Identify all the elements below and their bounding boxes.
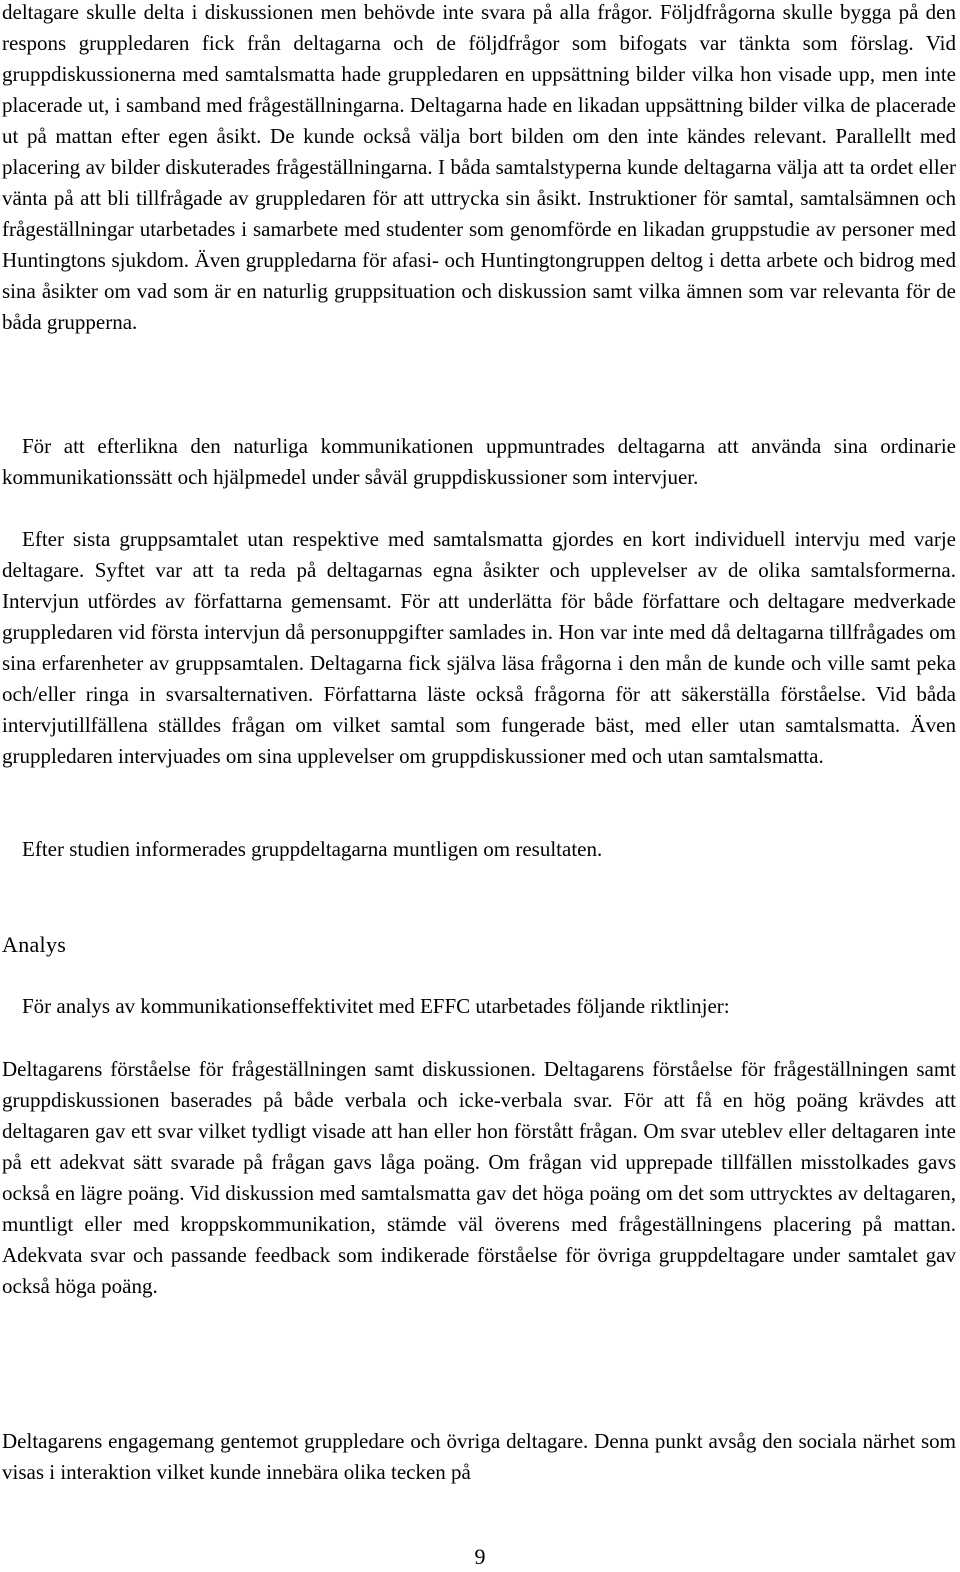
paragraph-group-procedure: deltagare skulle delta i diskussionen men behövde inte svara på alla frågor. Följdfrågorna skulle bygga på den respons gruppledaren fick från deltagarna och de följdfrågor som bifogats var tänkta som förslag. Vid gruppdiskussionerna med samtalsmatta hade gruppledaren en uppsättning bilder vilka hon visade upp, men inte placerade ut, i samband med frågeställningarna. Deltagarna hade en likadan uppsättning bilder vilka de placerade ut på mattan efter egen åsikt. De kunde också välja bort bilden om den inte kändes relevant. Parallellt med placering av bilder diskuterades frågeställningarna. I båda samtalstyperna kunde deltagarna välja att ta ordet eller vänta på att bli tillfrågade av gruppledaren för att uttrycka sin åsikt. Instruktioner för samtal, samtalsämnen och frågeställningar utarbetades i samarbete med studenter som genomförde en likadan gruppstudie av personer med Huntingtons sjukdom. Även gruppledarna för afasi- och Huntingtongruppen deltog i detta arbete och bidrog med sina åsikter om vad som är en naturlig gruppsituation och diskussion samt vilka ämnen som var relevanta för de båda grupperna. [2,0,956,334]
paragraph-results-info: Efter studien informerades gruppdeltagarna muntligen om resultaten. [22,837,603,861]
paragraph-communication: För att efterlikna den naturliga kommunikationen uppmuntrades deltagarna att använda sina ordinarie kommunikationssätt och hjälpmedel under såväl gruppdiskussioner som intervjuer. [2,434,956,489]
section-heading-analys: Analys [2,932,67,957]
page-number: 9 [474,1544,486,1569]
paragraph-understanding: Deltagarens förståelse för frågeställningen samt diskussionen. Deltagarens förståelse för frågeställningen samt gruppdiskussionen baserades på både verbala och icke-verbala svar. För att få en hög poäng krävdes att deltagaren gav ett svar vilket tydligt visade att han eller hon förstått frågan. Om svar uteblev eller deltagaren inte på ett adekvat sätt svarade på frågan gavs låga poäng. Om frågan vid upprepade tillfällen misstolkades gavs också en lägre poäng. Vid diskussion med samtalsmatta gav det höga poäng om det som uttrycktes av deltagaren, muntligt eller med kroppskommunikation, stämde väl överens med frågeställningens placering på mattan. Adekvata svar och passande feedback som indikerade förståelse för övriga gruppdeltagare under samtalet gav också höga poäng. [2,1057,956,1298]
paragraph-interview: Efter sista gruppsamtalet utan respektive med samtalsmatta gjordes en kort individuell intervju med varje deltagare. Syftet var att ta reda på deltagarnas egna åsikter och upplevelser av de olika samtalsformerna. Intervjun utfördes av författarna gemensamt. För att underlätta för både författare och deltagare medverkade gruppledaren vid första intervjun då personuppgifter samlades in. Hon var inte med då deltagarna tillfrågades om sina erfarenheter av gruppsamtalen. Deltagarna fick själva läsa frågorna i den mån de kunde och ville samt peka och/eller ringa in svarsalternativen. Författarna läste också frågorna för att säkerställa förståelse. Vid båda intervjutillfällena ställdes frågan om vilket samtal som fungerade bäst, med eller utan samtalsmatta. Även gruppledaren intervjuades om sina upplevelser om gruppdiskussioner med och utan samtalsmatta. [2,527,956,768]
paragraph-engagement: Deltagarens engagemang gentemot gruppledare och övriga deltagare. Denna punkt avsåg den sociala närhet som visas i interaktion vilket kunde innebära olika tecken på [2,1429,956,1484]
paragraph-analysis-intro: För analys av kommunikationseffektivitet med EFFC utarbetades följande riktlinjer: [22,994,730,1018]
